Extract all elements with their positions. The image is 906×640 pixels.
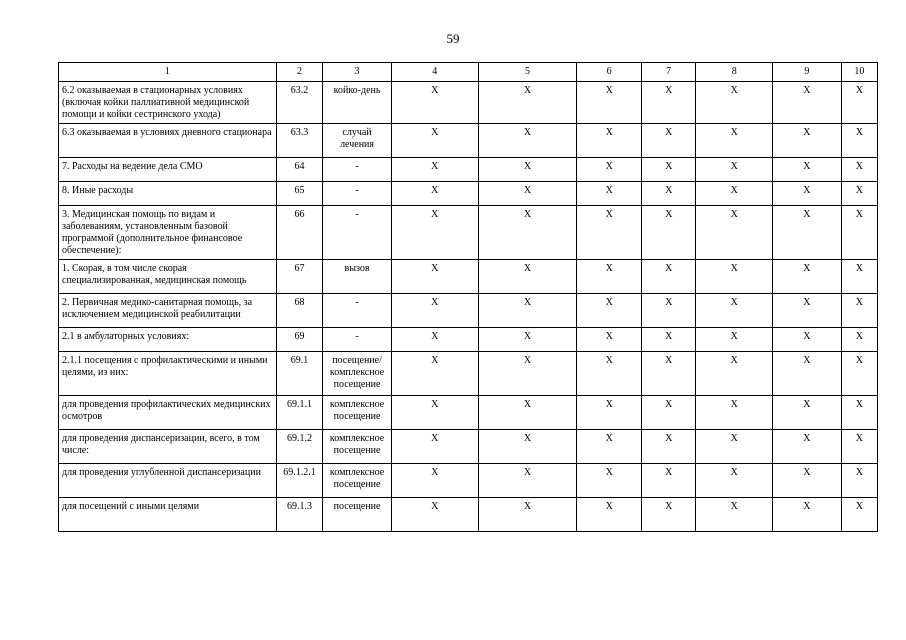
row-value-cell: X [391,206,478,260]
row-value-cell: X [391,82,478,124]
row-value-cell: X [773,82,842,124]
row-value-cell: X [841,396,877,430]
row-name-cell: 6.2 оказываемая в стационарных условиях (включая койки паллиативной медицинской помощи и койки сестринского ухода) [59,82,277,124]
row-value-cell: X [696,260,773,294]
row-value-cell: X [696,464,773,498]
column-header: 4 [391,63,478,82]
row-value-cell: X [577,82,642,124]
row-name-cell: для проведения углубленной диспансеризации [59,464,277,498]
row-value-cell: X [773,206,842,260]
column-header: 1 [59,63,277,82]
row-value-cell: X [841,498,877,532]
column-header: 6 [577,63,642,82]
column-header: 5 [478,63,577,82]
row-value-cell: X [641,328,695,352]
row-code-cell: 69.1.2 [276,430,322,464]
row-value-cell: X [391,352,478,396]
row-name-cell: 2.1 в амбулаторных условиях: [59,328,277,352]
row-unit-cell: посещение/ комплексное посещение [323,352,392,396]
row-name-cell: 1. Скорая, в том числе скорая специализированная, медицинская помощь [59,260,277,294]
row-value-cell: X [577,206,642,260]
report-table [58,62,878,532]
table-body [59,82,878,532]
table-row [59,82,878,124]
table-row [59,124,878,158]
row-value-cell: X [696,294,773,328]
row-value-cell: X [696,352,773,396]
table-row [59,182,878,206]
column-header: 10 [841,63,877,82]
row-value-cell: X [478,124,577,158]
row-unit-cell: вызов [323,260,392,294]
table-row [59,158,878,182]
row-value-cell: X [577,182,642,206]
row-value-cell: X [478,498,577,532]
row-value-cell: X [773,124,842,158]
row-value-cell: X [391,158,478,182]
header-row [59,63,878,82]
row-name-cell: для посещений с иными целями [59,498,277,532]
column-header: 7 [641,63,695,82]
row-value-cell: X [696,182,773,206]
row-value-cell: X [391,294,478,328]
row-value-cell: X [641,260,695,294]
row-value-cell: X [841,182,877,206]
row-code-cell: 63.3 [276,124,322,158]
row-value-cell: X [577,430,642,464]
row-code-cell: 69.1 [276,352,322,396]
row-name-cell: 3. Медицинская помощь по видам и заболеваниям, установленным базовой программой (дополнительное финансовое обеспечение): [59,206,277,260]
row-value-cell: X [773,182,842,206]
row-value-cell: X [841,464,877,498]
table-row [59,396,878,430]
row-value-cell: X [641,124,695,158]
row-code-cell: 69.1.3 [276,498,322,532]
row-unit-cell: - [323,328,392,352]
row-value-cell: X [841,124,877,158]
row-code-cell: 65 [276,182,322,206]
row-value-cell: X [391,464,478,498]
row-value-cell: X [841,430,877,464]
row-value-cell: X [773,430,842,464]
row-value-cell: X [478,82,577,124]
table-row [59,328,878,352]
row-code-cell: 68 [276,294,322,328]
row-unit-cell: случай лечения [323,124,392,158]
row-value-cell: X [696,396,773,430]
row-value-cell: X [641,182,695,206]
row-value-cell: X [641,158,695,182]
row-value-cell: X [478,328,577,352]
row-unit-cell: комплексное посещение [323,464,392,498]
row-value-cell: X [841,260,877,294]
row-name-cell: 7. Расходы на ведение дела СМО [59,158,277,182]
table-row [59,430,878,464]
row-value-cell: X [391,396,478,430]
row-value-cell: X [641,294,695,328]
row-value-cell: X [478,182,577,206]
row-value-cell: X [696,158,773,182]
row-value-cell: X [391,260,478,294]
row-name-cell: для проведения диспансеризации, всего, в том числе: [59,430,277,464]
row-code-cell: 69 [276,328,322,352]
row-value-cell: X [577,396,642,430]
row-value-cell: X [696,206,773,260]
row-value-cell: X [478,158,577,182]
row-value-cell: X [391,498,478,532]
row-value-cell: X [478,206,577,260]
row-value-cell: X [641,464,695,498]
row-unit-cell: - [323,182,392,206]
row-value-cell: X [577,464,642,498]
column-header: 2 [276,63,322,82]
row-unit-cell: - [323,294,392,328]
row-value-cell: X [478,396,577,430]
row-value-cell: X [641,206,695,260]
row-value-cell: X [841,82,877,124]
row-value-cell: X [577,260,642,294]
row-unit-cell: койко-день [323,82,392,124]
row-value-cell: X [577,294,642,328]
row-value-cell: X [773,396,842,430]
row-unit-cell: комплексное посещение [323,430,392,464]
row-value-cell: X [577,498,642,532]
page-number: 59 [446,31,460,46]
table-row [59,498,878,532]
row-unit-cell: - [323,206,392,260]
row-value-cell: X [696,82,773,124]
row-value-cell: X [478,430,577,464]
row-name-cell: 6.3 оказываемая в условиях дневного стационара [59,124,277,158]
row-value-cell: X [773,464,842,498]
row-value-cell: X [696,124,773,158]
row-code-cell: 67 [276,260,322,294]
row-value-cell: X [577,124,642,158]
row-value-cell: X [577,328,642,352]
row-value-cell: X [841,206,877,260]
row-value-cell: X [773,158,842,182]
row-unit-cell: - [323,158,392,182]
row-value-cell: X [391,328,478,352]
column-header: 3 [323,63,392,82]
row-value-cell: X [641,352,695,396]
row-value-cell: X [478,352,577,396]
row-value-cell: X [577,158,642,182]
row-value-cell: X [641,396,695,430]
row-value-cell: X [641,82,695,124]
row-value-cell: X [478,260,577,294]
table-row [59,464,878,498]
table-row [59,260,878,294]
row-value-cell: X [773,260,842,294]
row-code-cell: 69.1.2.1 [276,464,322,498]
row-unit-cell: комплексное посещение [323,396,392,430]
row-code-cell: 66 [276,206,322,260]
table-row [59,206,878,260]
row-value-cell: X [696,498,773,532]
row-value-cell: X [641,430,695,464]
row-value-cell: X [391,124,478,158]
row-value-cell: X [577,352,642,396]
row-code-cell: 69.1.1 [276,396,322,430]
column-header: 8 [696,63,773,82]
row-value-cell: X [773,498,842,532]
row-value-cell: X [391,182,478,206]
row-value-cell: X [841,158,877,182]
row-value-cell: X [773,352,842,396]
row-name-cell: для проведения профилактических медицинских осмотров [59,396,277,430]
row-value-cell: X [696,328,773,352]
row-value-cell: X [841,328,877,352]
column-header: 9 [773,63,842,82]
row-unit-cell: посещение [323,498,392,532]
table-row [59,294,878,328]
row-value-cell: X [478,464,577,498]
row-value-cell: X [841,294,877,328]
row-value-cell: X [841,352,877,396]
row-value-cell: X [696,430,773,464]
row-code-cell: 63.2 [276,82,322,124]
row-code-cell: 64 [276,158,322,182]
row-value-cell: X [391,430,478,464]
row-value-cell: X [773,294,842,328]
row-name-cell: 2.1.1 посещения с профилактическими и иными целями, из них: [59,352,277,396]
table-row [59,352,878,396]
row-name-cell: 2. Первичная медико-санитарная помощь, за исключением медицинской реабилитации [59,294,277,328]
row-value-cell: X [641,498,695,532]
row-value-cell: X [773,328,842,352]
row-value-cell: X [478,294,577,328]
row-name-cell: 8. Иные расходы [59,182,277,206]
